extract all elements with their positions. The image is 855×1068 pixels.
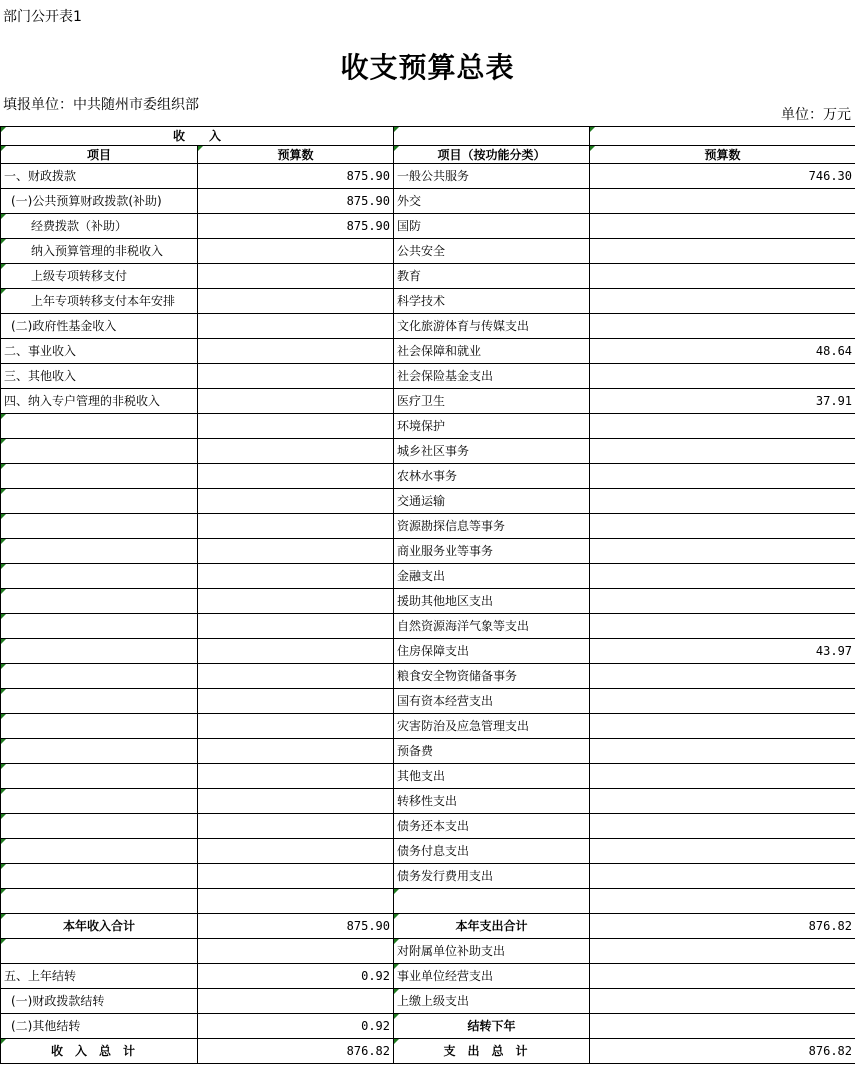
income-item-cell: 三、其他收入 (1, 364, 198, 389)
expense-amount-cell (590, 439, 855, 464)
header-expense-amount: 预算数 (590, 146, 855, 164)
income-amount-cell (198, 739, 394, 764)
expense-item-cell: 商业服务业等事务 (394, 539, 590, 564)
income-amount-cell (198, 864, 394, 889)
table-row (1, 1039, 855, 1064)
expense-amount-cell (590, 514, 855, 539)
table-row (1, 164, 855, 189)
expense-amount-cell (590, 314, 855, 339)
table-row (1, 589, 855, 614)
page-title: 收支预算总表 (340, 51, 515, 84)
expense-amount-cell (590, 414, 855, 439)
income-amount-cell (198, 339, 394, 364)
income-item-cell (1, 639, 198, 664)
income-amount-cell: 875.90 (198, 164, 394, 189)
expense-item-cell: 本年支出合计 (394, 914, 590, 939)
expense-amount-cell (590, 714, 855, 739)
expense-item-cell: 科学技术 (394, 289, 590, 314)
table-row (1, 314, 855, 339)
expense-item-cell: 医疗卫生 (394, 389, 590, 414)
income-amount-cell (198, 539, 394, 564)
expense-item-cell: 资源勘探信息等事务 (394, 514, 590, 539)
income-amount-cell (198, 939, 394, 964)
table-row (1, 514, 855, 539)
income-item-cell (1, 489, 198, 514)
header-income-amount: 预算数 (198, 146, 394, 164)
expense-item-cell: 文化旅游体育与传媒支出 (394, 314, 590, 339)
expense-amount-cell: 876.82 (590, 914, 855, 939)
income-amount-cell (198, 664, 394, 689)
income-item-cell (1, 589, 198, 614)
table-row (1, 564, 855, 589)
income-amount-cell: 875.90 (198, 914, 394, 939)
income-amount-cell (198, 239, 394, 264)
expense-item-cell: 外交 (394, 189, 590, 214)
expense-amount-cell (590, 614, 855, 639)
expense-amount-cell (590, 989, 855, 1014)
income-item-cell: 纳入预算管理的非税收入 (1, 239, 198, 264)
expense-item-cell: 结转下年 (394, 1014, 590, 1039)
income-item-cell (1, 414, 198, 439)
income-amount-cell (198, 414, 394, 439)
income-amount-cell (198, 714, 394, 739)
income-item-cell (1, 814, 198, 839)
income-item-cell (1, 514, 198, 539)
table-row (1, 914, 855, 939)
table-row (1, 239, 855, 264)
expense-item-cell: 社会保障和就业 (394, 339, 590, 364)
expense-amount-cell (590, 814, 855, 839)
table-row (1, 214, 855, 239)
income-amount-cell (198, 514, 394, 539)
income-item-cell (1, 664, 198, 689)
expense-item-cell: 援助其他地区支出 (394, 589, 590, 614)
budget-table (0, 126, 855, 1064)
income-item-cell: 五、上年结转 (1, 964, 198, 989)
table-row (1, 739, 855, 764)
income-item-cell (1, 539, 198, 564)
expense-amount-cell (590, 764, 855, 789)
expense-amount-cell (590, 1014, 855, 1039)
expense-amount-cell (590, 464, 855, 489)
expense-item-cell: 债务付息支出 (394, 839, 590, 864)
expense-amount-cell (590, 564, 855, 589)
expense-amount-cell: 876.82 (590, 1039, 855, 1064)
table-row (1, 364, 855, 389)
expense-item-cell: 支出总计 (394, 1039, 590, 1064)
table-row (1, 689, 855, 714)
table-row (1, 614, 855, 639)
income-item-cell: 经费拨款（补助） (1, 214, 198, 239)
expense-item-cell: 债务发行费用支出 (394, 864, 590, 889)
expense-amount-cell: 43.97 (590, 639, 855, 664)
income-item-cell: 一、财政拨款 (1, 164, 198, 189)
expense-item-cell: 灾害防治及应急管理支出 (394, 714, 590, 739)
expense-item-cell: 自然资源海洋气象等支出 (394, 614, 590, 639)
income-item-cell (1, 864, 198, 889)
expense-item-cell: 对附属单位补助支出 (394, 939, 590, 964)
income-item-cell (1, 689, 198, 714)
expense-item-cell: 国有资本经营支出 (394, 689, 590, 714)
income-amount-cell (198, 639, 394, 664)
expense-section-header-blank (590, 127, 855, 146)
income-item-cell: (一)财政拨款结转 (1, 989, 198, 1014)
table-row (1, 264, 855, 289)
income-amount-cell (198, 289, 394, 314)
table-row (1, 339, 855, 364)
income-item-cell: 二、事业收入 (1, 339, 198, 364)
expense-item-cell (394, 889, 590, 914)
document-code: 部门公开表1 (3, 9, 82, 25)
expense-amount-cell (590, 864, 855, 889)
table-row (1, 989, 855, 1014)
table-row (1, 889, 855, 914)
expense-amount-cell (590, 739, 855, 764)
expense-amount-cell (590, 264, 855, 289)
expense-amount-cell: 746.30 (590, 164, 855, 189)
header-expense-item: 项目（按功能分类） (394, 146, 590, 164)
income-item-cell (1, 714, 198, 739)
expense-amount-cell (590, 189, 855, 214)
table-row (1, 539, 855, 564)
expense-item-cell: 环境保护 (394, 414, 590, 439)
income-amount-cell (198, 814, 394, 839)
income-item-cell: 上年专项转移支付本年安排 (1, 289, 198, 314)
income-amount-cell: 875.90 (198, 214, 394, 239)
expense-amount-cell (590, 214, 855, 239)
expense-amount-cell (590, 789, 855, 814)
expense-item-cell: 其他支出 (394, 764, 590, 789)
income-item-cell: (二)其他结转 (1, 1014, 198, 1039)
expense-item-cell: 预备费 (394, 739, 590, 764)
income-item-cell (1, 839, 198, 864)
income-item-cell (1, 789, 198, 814)
income-item-cell: 收入总计 (1, 1039, 198, 1064)
table-row (1, 1014, 855, 1039)
expense-amount-cell (590, 239, 855, 264)
header-income-item: 项目 (1, 146, 198, 164)
income-amount-cell (198, 389, 394, 414)
income-amount-cell (198, 764, 394, 789)
expense-amount-cell (590, 689, 855, 714)
table-row (1, 289, 855, 314)
expense-amount-cell (590, 489, 855, 514)
income-amount-cell: 876.82 (198, 1039, 394, 1064)
income-amount-cell (198, 489, 394, 514)
expense-amount-cell (590, 364, 855, 389)
table-row (1, 789, 855, 814)
income-item-cell: (二)政府性基金收入 (1, 314, 198, 339)
income-amount-cell (198, 439, 394, 464)
table-row (1, 664, 855, 689)
income-amount-cell: 0.92 (198, 1014, 394, 1039)
expense-amount-cell (590, 289, 855, 314)
table-row (1, 839, 855, 864)
table-row (1, 764, 855, 789)
income-item-cell (1, 464, 198, 489)
expense-amount-cell (590, 939, 855, 964)
expense-item-cell: 转移性支出 (394, 789, 590, 814)
income-item-cell (1, 939, 198, 964)
table-row (1, 639, 855, 664)
expense-item-cell: 事业单位经营支出 (394, 964, 590, 989)
expense-item-cell: 社会保险基金支出 (394, 364, 590, 389)
income-item-cell: (一)公共预算财政拨款(补助) (1, 189, 198, 214)
table-row (1, 489, 855, 514)
expense-item-cell: 教育 (394, 264, 590, 289)
table-row (1, 414, 855, 439)
table-row (1, 814, 855, 839)
income-section-header: 收 入 (1, 127, 394, 146)
income-amount-cell: 0.92 (198, 964, 394, 989)
income-amount-cell (198, 789, 394, 814)
income-amount-cell (198, 689, 394, 714)
expense-item-cell: 一般公共服务 (394, 164, 590, 189)
expense-amount-cell (590, 664, 855, 689)
expense-amount-cell (590, 589, 855, 614)
expense-amount-cell (590, 839, 855, 864)
income-item-cell (1, 614, 198, 639)
expense-amount-cell: 48.64 (590, 339, 855, 364)
reporting-unit: 填报单位：中共随州市委组织部 (3, 97, 199, 113)
income-amount-cell (198, 564, 394, 589)
income-amount-cell (198, 464, 394, 489)
income-item-cell (1, 739, 198, 764)
income-item-cell (1, 764, 198, 789)
table-row (1, 439, 855, 464)
income-item-cell (1, 564, 198, 589)
expense-item-cell: 交通运输 (394, 489, 590, 514)
expense-section-header (394, 127, 590, 146)
table-row (1, 864, 855, 889)
income-amount-cell (198, 364, 394, 389)
income-amount-cell (198, 889, 394, 914)
income-amount-cell (198, 589, 394, 614)
expense-item-cell: 农林水事务 (394, 464, 590, 489)
income-amount-cell (198, 614, 394, 639)
expense-item-cell: 金融支出 (394, 564, 590, 589)
income-amount-cell (198, 989, 394, 1014)
income-item-cell (1, 889, 198, 914)
expense-item-cell: 城乡社区事务 (394, 439, 590, 464)
table-row (1, 939, 855, 964)
income-item-cell: 上级专项转移支付 (1, 264, 198, 289)
income-item-cell (1, 439, 198, 464)
table-row (1, 964, 855, 989)
income-amount-cell (198, 314, 394, 339)
table-row (1, 714, 855, 739)
expense-amount-cell (590, 539, 855, 564)
expense-item-cell: 住房保障支出 (394, 639, 590, 664)
table-row (1, 189, 855, 214)
expense-amount-cell (590, 964, 855, 989)
expense-amount-cell (590, 889, 855, 914)
income-item-cell: 本年收入合计 (1, 914, 198, 939)
expense-item-cell: 上缴上级支出 (394, 989, 590, 1014)
expense-item-cell: 国防 (394, 214, 590, 239)
table-row (1, 389, 855, 414)
table-row (1, 464, 855, 489)
income-amount-cell (198, 839, 394, 864)
currency-unit: 单位：万元 (781, 107, 851, 123)
expense-amount-cell: 37.91 (590, 389, 855, 414)
income-amount-cell: 875.90 (198, 189, 394, 214)
expense-item-cell: 粮食安全物资储备事务 (394, 664, 590, 689)
expense-item-cell: 公共安全 (394, 239, 590, 264)
income-item-cell: 四、纳入专户管理的非税收入 (1, 389, 198, 414)
income-amount-cell (198, 264, 394, 289)
expense-item-cell: 债务还本支出 (394, 814, 590, 839)
